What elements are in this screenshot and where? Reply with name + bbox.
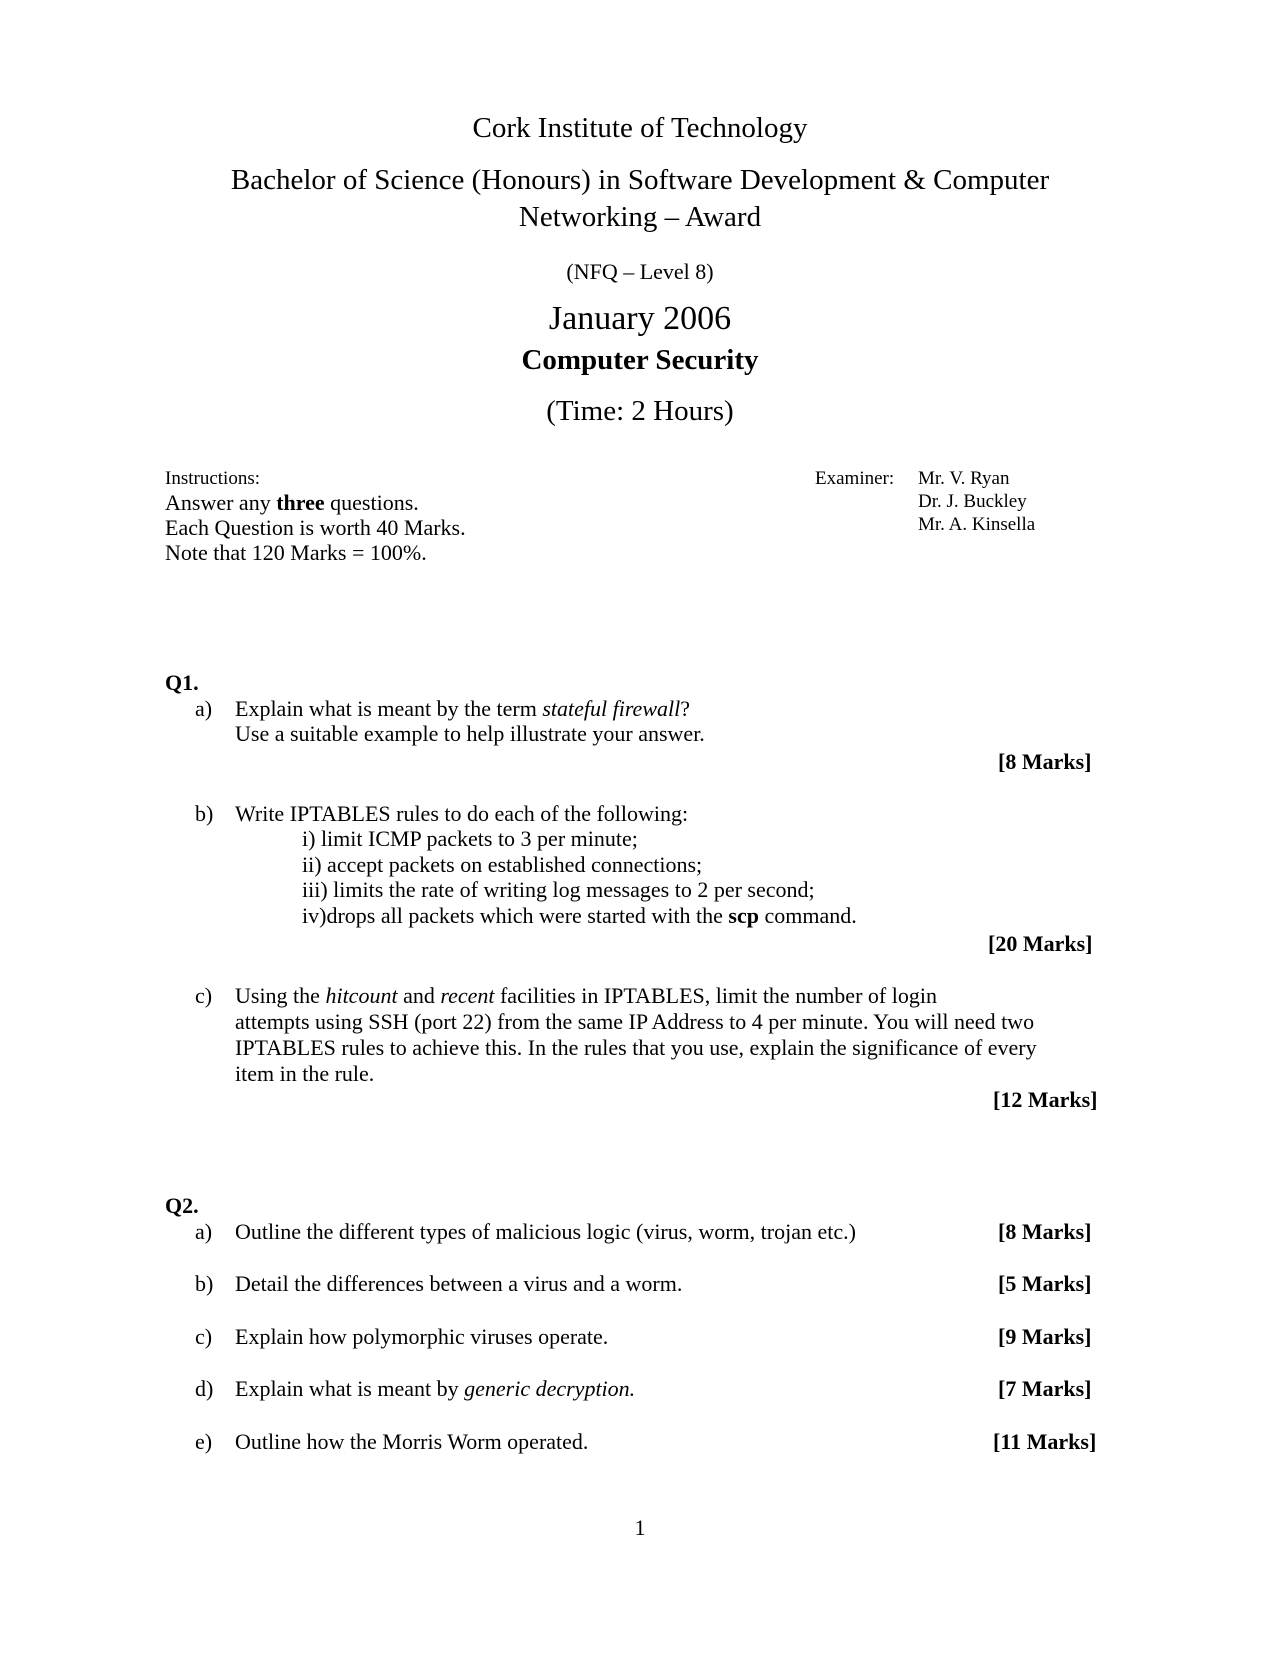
- programme-title-line2: Networking – Award: [518, 201, 762, 233]
- examiner-name: Dr. J. Buckley: [918, 491, 1027, 512]
- q2d-text: Explain what is meant by generic decryption.: [235, 1376, 636, 1401]
- nfq-level: (NFQ – Level 8): [566, 259, 714, 284]
- q1c-line2: attempts using SSH (port 22) from the same IP Address to 4 per minute. You will need two: [235, 1009, 1035, 1034]
- q2c-marks: [9 Marks]: [998, 1324, 1092, 1349]
- q1b-item-3: iii) limits the rate of writing log messages to 2 per second;: [302, 877, 815, 902]
- q1b-item-2: ii) accept packets on established connections;: [302, 852, 703, 877]
- q1c-marks: [12 Marks]: [993, 1087, 1098, 1112]
- q1a-letter: a): [195, 696, 213, 721]
- q1a-marks: [8 Marks]: [998, 749, 1092, 774]
- q2a-marks: [8 Marks]: [998, 1219, 1092, 1244]
- q2a-letter: a): [195, 1219, 213, 1244]
- q2a-text: Outline the different types of malicious logic (virus, worm, trojan etc.): [235, 1219, 856, 1244]
- q1b-marks: [20 Marks]: [988, 931, 1093, 956]
- examiner-name: Mr. A. Kinsella: [918, 514, 1036, 535]
- instruction-line-2: Each Question is worth 40 Marks.: [165, 515, 466, 540]
- q2b-marks: [5 Marks]: [998, 1271, 1092, 1296]
- q1b-letter: b): [195, 801, 214, 826]
- page-number: 1: [634, 1515, 646, 1540]
- q2b-letter: b): [195, 1271, 214, 1296]
- exam-duration: (Time: 2 Hours): [546, 395, 734, 427]
- q1a-line1: Explain what is meant by the term stateful firewall?: [235, 696, 690, 721]
- q1c-letter: c): [195, 983, 213, 1008]
- q1a-line2: Use a suitable example to help illustrate your answer.: [235, 721, 705, 746]
- q2d-letter: d): [195, 1376, 214, 1401]
- question-2-label: Q2.: [165, 1193, 199, 1218]
- q1c-line1: Using the hitcount and recent facilities in IPTABLES, limit the number of login: [235, 983, 937, 1008]
- instructions-label: Instructions:: [165, 468, 260, 489]
- q2c-text: Explain how polymorphic viruses operate.: [235, 1324, 609, 1349]
- q2b-text: Detail the differences between a virus and a worm.: [235, 1271, 683, 1296]
- q1c-line3: IPTABLES rules to achieve this. In the rules that you use, explain the significance of every: [235, 1035, 1037, 1060]
- instruction-line-1: Answer any three questions.: [165, 490, 419, 515]
- q2c-letter: c): [195, 1324, 213, 1349]
- instruction-line-3: Note that 120 Marks = 100%.: [165, 540, 427, 565]
- q1b-item-4: iv)drops all packets which were started with the scp command.: [302, 903, 857, 928]
- examiner-name: Mr. V. Ryan: [918, 468, 1010, 489]
- q1b-intro: Write IPTABLES rules to do each of the following:: [235, 801, 689, 826]
- question-1-label: Q1.: [165, 670, 199, 695]
- programme-title-line1: Bachelor of Science (Honours) in Software Development & Computer: [230, 164, 1050, 196]
- exam-date: January 2006: [548, 300, 732, 337]
- exam-subject: Computer Security: [521, 344, 759, 376]
- q2e-text: Outline how the Morris Worm operated.: [235, 1429, 589, 1454]
- q1c-line4: item in the rule.: [235, 1061, 375, 1086]
- q1b-item-1: i) limit ICMP packets to 3 per minute;: [302, 826, 638, 851]
- q2d-marks: [7 Marks]: [998, 1376, 1092, 1401]
- q2e-marks: [11 Marks]: [993, 1429, 1097, 1454]
- q2e-letter: e): [195, 1429, 213, 1454]
- institution-name: Cork Institute of Technology: [472, 112, 808, 144]
- examiner-label: Examiner:: [815, 468, 895, 489]
